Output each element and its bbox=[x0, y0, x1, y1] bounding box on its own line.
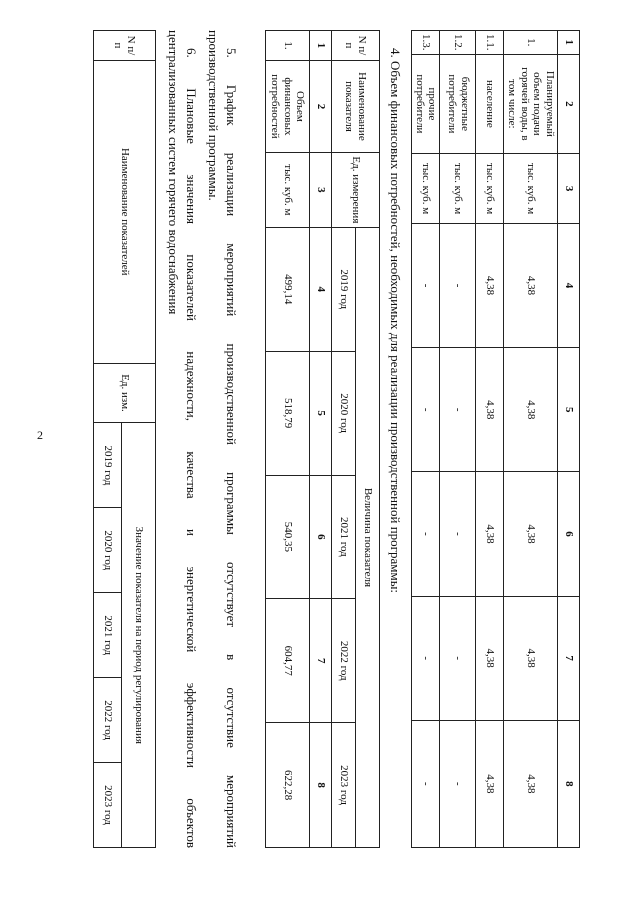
value-cell: - bbox=[440, 596, 476, 720]
value-cell: - bbox=[440, 720, 476, 847]
year-header: 2020 год bbox=[94, 508, 122, 593]
section6-line1: 6. Плановые значения показателей надежности, качества и энергетической эффективности объектов bbox=[184, 48, 199, 848]
financial-needs-table bbox=[265, 30, 380, 848]
column-header-num: N п/п bbox=[94, 31, 156, 61]
value-cell: 4,38 bbox=[504, 720, 558, 847]
column-header-unit: Ед. измерения bbox=[332, 152, 380, 227]
value-cell: 622,28 bbox=[266, 723, 310, 848]
year-header: 2023 год bbox=[94, 763, 122, 848]
column-header-num: N п/п bbox=[332, 31, 380, 61]
row-unit: тыс. куб. м bbox=[504, 154, 558, 224]
value-cell: 518,79 bbox=[266, 351, 310, 475]
value-cell: - bbox=[412, 472, 440, 596]
section4-heading: 4. Объем финансовых потребностей, необходимых для реализации производственной программы: bbox=[388, 48, 403, 594]
table-row bbox=[412, 31, 440, 848]
header-cell: 6 bbox=[558, 472, 580, 596]
index-cell: 6 bbox=[310, 475, 332, 599]
year-header: 2019 год bbox=[94, 423, 122, 508]
table-row bbox=[504, 31, 558, 848]
value-cell: - bbox=[440, 348, 476, 472]
value-cell: 4,38 bbox=[504, 348, 558, 472]
value-cell: - bbox=[412, 596, 440, 720]
row-name: прочие потребители bbox=[412, 54, 440, 154]
year-header: 2020 год bbox=[332, 351, 356, 475]
header-cell: 7 bbox=[558, 596, 580, 720]
row-number: 1. bbox=[504, 31, 558, 55]
value-cell: 4,38 bbox=[504, 596, 558, 720]
year-header: 2021 год bbox=[332, 475, 356, 599]
row-number: 1.1. bbox=[476, 31, 504, 55]
hot-water-volume-table bbox=[411, 30, 580, 848]
value-cell: - bbox=[412, 348, 440, 472]
value-cell: 4,38 bbox=[504, 472, 558, 596]
index-cell: 7 bbox=[310, 599, 332, 723]
year-header: 2022 год bbox=[94, 678, 122, 763]
row-number: 1.3. bbox=[412, 31, 440, 55]
header-cell: 5 bbox=[558, 348, 580, 472]
index-cell: 8 bbox=[310, 723, 332, 848]
row-name: Объем финансовых потребностей bbox=[266, 60, 310, 152]
row-name: население bbox=[476, 54, 504, 154]
year-header: 2022 год bbox=[332, 599, 356, 723]
header-cell: 2 bbox=[558, 54, 580, 154]
section5-line2: производственной программы. bbox=[206, 30, 221, 201]
row-name: Планируемый объем подачи горячей воды, в том числе: bbox=[504, 54, 558, 154]
column-header-name: Наименование показателя bbox=[332, 60, 380, 152]
section5-line1: 5. График реализации мероприятий производственной программы отсутствует в отсутствие мероприятий bbox=[224, 48, 239, 848]
header-cell: 4 bbox=[558, 223, 580, 347]
page-number: 2 bbox=[37, 428, 43, 442]
year-header: 2019 год bbox=[332, 227, 356, 351]
value-cell: - bbox=[440, 223, 476, 347]
value-cell: 4,38 bbox=[476, 348, 504, 472]
value-cell: 604,77 bbox=[266, 599, 310, 723]
value-cell: - bbox=[412, 720, 440, 847]
value-cell: 499,14 bbox=[266, 227, 310, 351]
header-cell: 3 bbox=[558, 154, 580, 224]
value-cell: - bbox=[440, 472, 476, 596]
index-cell: 1 bbox=[310, 31, 332, 61]
row-number: 1. bbox=[266, 31, 310, 61]
row-unit: тыс. куб. м bbox=[476, 154, 504, 224]
header-cell: 1 bbox=[558, 31, 580, 55]
row-unit: тыс. куб. м bbox=[440, 154, 476, 224]
value-cell: 4,38 bbox=[476, 223, 504, 347]
column-header-value: Величина показателя bbox=[356, 227, 380, 847]
year-header: 2023 год bbox=[332, 723, 356, 848]
value-cell: 4,38 bbox=[504, 223, 558, 347]
row-name: бюджетные потребители bbox=[440, 54, 476, 154]
index-cell: 4 bbox=[310, 227, 332, 351]
index-cell: 2 bbox=[310, 60, 332, 152]
reliability-indicators-table bbox=[93, 30, 156, 848]
index-cell: 5 bbox=[310, 351, 332, 475]
value-cell: 4,38 bbox=[476, 720, 504, 847]
table-row bbox=[266, 31, 310, 848]
year-header: 2021 год bbox=[94, 593, 122, 678]
table-row bbox=[476, 31, 504, 848]
row-unit: тыс. куб. м bbox=[412, 154, 440, 224]
table-row bbox=[440, 31, 476, 848]
value-cell: 4,38 bbox=[476, 596, 504, 720]
row-number: 1.2. bbox=[440, 31, 476, 55]
header-cell: 8 bbox=[558, 720, 580, 847]
value-cell: - bbox=[412, 223, 440, 347]
table-header-row bbox=[558, 31, 580, 848]
value-cell: 540,35 bbox=[266, 475, 310, 599]
value-cell: 4,38 bbox=[476, 472, 504, 596]
index-cell: 3 bbox=[310, 152, 332, 227]
row-unit: тыс. куб. м bbox=[266, 152, 310, 227]
column-header-value: Значение показателя на период регулирования bbox=[122, 423, 156, 848]
column-header-name: Наименование показателей bbox=[94, 60, 156, 363]
column-header-unit: Ед. изм. bbox=[94, 363, 156, 423]
section6-line2: централизованных систем горячего водоснабжения bbox=[166, 30, 181, 315]
index-row bbox=[310, 31, 332, 848]
